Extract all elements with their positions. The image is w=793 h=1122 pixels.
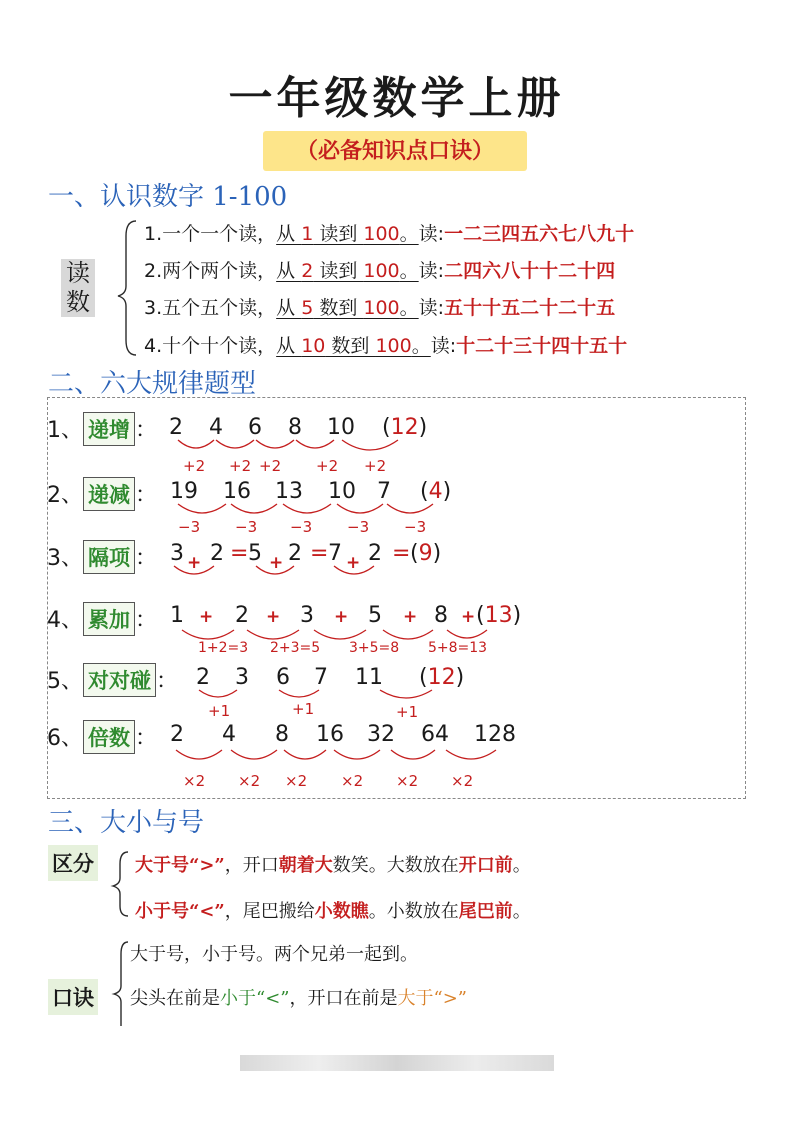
less-than-rule: 小于号“<”，尾巴搬给小数瞧。小数放在尾巴前。 (135, 901, 531, 922)
step-label: +2 (316, 457, 339, 475)
pattern-row-label: 5、 对对碰 ： (47, 663, 178, 697)
rhyme-bracket (114, 942, 128, 1026)
plus-sign: + (346, 553, 361, 573)
seq-number: 2 (210, 541, 224, 566)
pattern-row-label: 6、 倍数 ： (47, 720, 157, 754)
answer: (13) (476, 603, 522, 628)
read-char: 读 (66, 259, 90, 287)
seq-number: 19 (170, 479, 198, 504)
blurred-footer (240, 1055, 554, 1071)
line-underlined: 从 1 读到 100。 (276, 223, 419, 245)
count-line-1 (144, 219, 634, 246)
pattern-row-label: 2、 递减 ： (47, 477, 157, 511)
step-label: ×2 (285, 772, 308, 790)
step-label: +1 (396, 703, 419, 721)
seq-number: 2 (368, 541, 382, 566)
read-bracket (118, 221, 136, 355)
step-label: +2 (229, 457, 252, 475)
seq-number: 3 (300, 603, 314, 628)
seq-number: 5 (368, 603, 382, 628)
sum-label: 5+8=13 (428, 640, 488, 656)
seq-number: 1 (170, 603, 184, 628)
line-underlined: 从 5 数到 100。 (276, 297, 419, 319)
step-label: −3 (290, 518, 313, 536)
read-word: 读: (430, 335, 457, 357)
equals-sign: = (230, 541, 249, 566)
section1-heading: 一、认识数字 1-100 (48, 182, 288, 212)
answer: (12) (382, 415, 428, 440)
seq-number: 6 (248, 415, 262, 440)
subtitle-badge: （必备知识点口诀） (263, 131, 527, 171)
seq-number: 4 (209, 415, 223, 440)
seq-number: 7 (328, 541, 342, 566)
seq-number: 64 (421, 722, 449, 747)
plus-sign: + (334, 607, 349, 627)
step-label: ×2 (238, 772, 261, 790)
pattern-tag: 对对碰 (83, 663, 156, 697)
rhyme-line-1: 大于号，小于号。两个兄弟一起到。 (130, 944, 418, 965)
read-word: 读: (418, 297, 445, 319)
seq-number: 8 (288, 415, 302, 440)
seq-number: 11 (355, 665, 383, 690)
rhyme-line-2: 尖头在前是小于“<”，开口在前是大于“>” (130, 988, 467, 1009)
step-label: −3 (347, 518, 370, 536)
plus-sign: + (187, 553, 202, 573)
line-prefix: 1.一个一个读， (144, 223, 277, 245)
seq-number: 13 (275, 479, 303, 504)
pattern-tag: 递增 (83, 412, 135, 446)
step-label: ×2 (183, 772, 206, 790)
seq-number: 7 (314, 665, 328, 690)
step-label: +2 (364, 457, 387, 475)
seq-number: 2 (170, 722, 184, 747)
seq-number: 2 (196, 665, 210, 690)
seq-number: 2 (169, 415, 183, 440)
distinguish-label: 区分 (48, 845, 98, 881)
line-prefix: 3.五个五个读， (144, 297, 277, 319)
pattern-tag: 递减 (83, 477, 135, 511)
seq-number: 10 (327, 415, 355, 440)
line-prefix: 2.两个两个读， (144, 260, 277, 282)
seq-number: 3 (235, 665, 249, 690)
line-prefix: 4.十个十个读， (144, 335, 277, 357)
read-word: 读: (418, 223, 445, 245)
distinguish-bracket (113, 852, 128, 916)
pattern-tag: 累加 (83, 602, 135, 636)
pattern-tag: 隔项 (83, 540, 135, 574)
seq-number: 2 (288, 541, 302, 566)
answer: (12) (419, 665, 465, 690)
count-char: 数 (66, 288, 90, 316)
read-sequence: 五十十五二十二十五 (444, 297, 616, 319)
sum-label: 1+2=3 (198, 640, 249, 656)
seq-number: 6 (276, 665, 290, 690)
rhyme-label: 口诀 (48, 979, 98, 1015)
step-label: ×2 (396, 772, 419, 790)
pattern-row-label: 1、 递增 ： (47, 412, 157, 446)
step-label: +2 (183, 457, 206, 475)
pattern-row-label: 3、 隔项 ： (47, 540, 157, 574)
read-sequence: 二四六八十十二十四 (444, 260, 616, 282)
read-word: 读: (418, 260, 445, 282)
seq-number: 8 (275, 722, 289, 747)
answer: (4) (420, 479, 452, 504)
step-label: +1 (208, 702, 231, 720)
seq-number: 4 (222, 722, 236, 747)
read-sequence: 一二三四五六七八九十 (444, 223, 635, 245)
equals-sign: = (310, 541, 329, 566)
equals-sign: = (392, 541, 411, 566)
plus-sign: + (269, 553, 284, 573)
section3-heading: 三、大小与号 (48, 808, 205, 838)
step-label: ×2 (341, 772, 364, 790)
section2-heading: 二、六大规律题型 (48, 369, 257, 399)
sum-label: 2+3=5 (270, 640, 321, 656)
page-title: 一年级数学上册 (228, 73, 565, 124)
seq-number: 16 (316, 722, 344, 747)
seq-number: 10 (328, 479, 356, 504)
seq-number: 128 (474, 722, 516, 747)
read-count-label (61, 259, 95, 317)
seq-number: 32 (367, 722, 395, 747)
seq-number: 3 (170, 541, 184, 566)
read-sequence: 十二十三十四十五十 (456, 335, 628, 357)
plus-sign: + (266, 607, 281, 627)
step-label: −3 (235, 518, 258, 536)
step-label: −3 (404, 518, 427, 536)
seq-number: 8 (434, 603, 448, 628)
seq-number: 7 (377, 479, 391, 504)
step-label: −3 (178, 518, 201, 536)
step-label: +2 (259, 457, 282, 475)
plus-sign: + (199, 607, 214, 627)
step-label: +1 (292, 700, 315, 718)
line-underlined: 从 10 数到 100。 (276, 335, 431, 357)
count-line-3 (144, 293, 615, 320)
line-underlined: 从 2 读到 100。 (276, 260, 419, 282)
plus-sign: + (403, 607, 418, 627)
step-label: ×2 (451, 772, 474, 790)
seq-number: 5 (248, 541, 262, 566)
plus-sign: + (461, 607, 476, 627)
seq-number: 2 (235, 603, 249, 628)
greater-than-rule: 大于号“>”，开口朝着大数笑。大数放在开口前。 (135, 855, 531, 876)
answer: (9) (410, 541, 442, 566)
count-line-2 (144, 256, 615, 283)
pattern-tag: 倍数 (83, 720, 135, 754)
seq-number: 16 (223, 479, 251, 504)
pattern-row-label: 4、 累加 ： (47, 602, 157, 636)
sum-label: 3+5=8 (349, 640, 400, 656)
count-line-4 (144, 331, 627, 358)
